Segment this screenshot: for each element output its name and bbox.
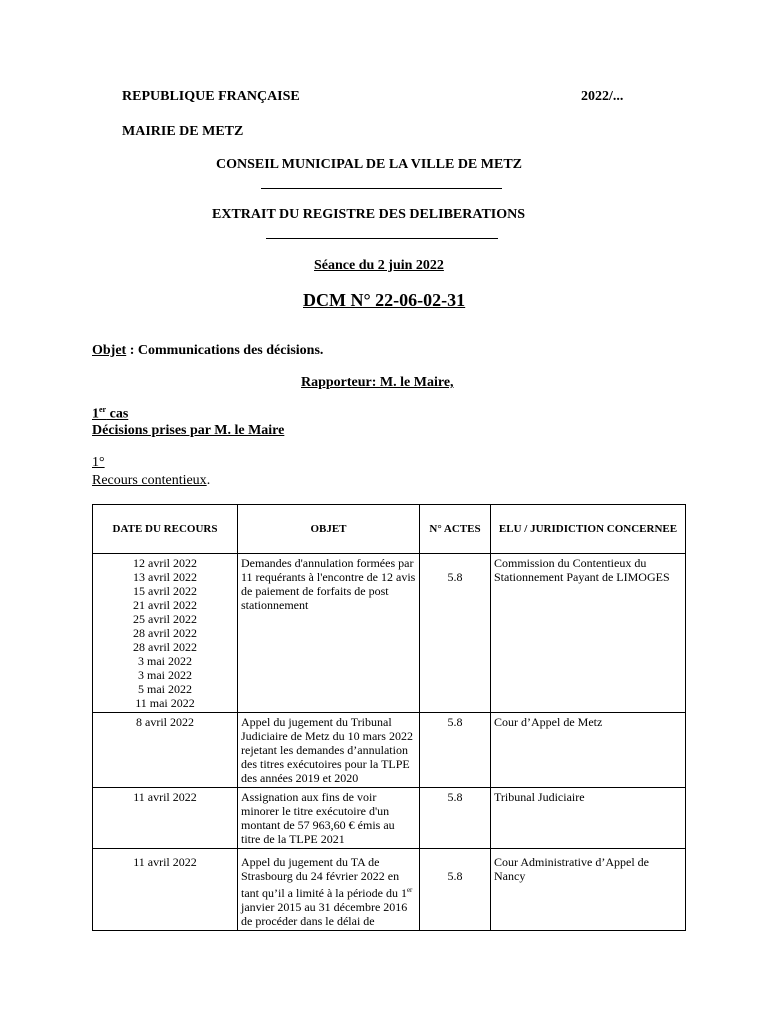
actes-cell: 5.8 [420,849,491,931]
divider [261,188,502,189]
juridiction-cell: Cour Administrative d’Appel de Nancy [491,849,686,931]
header-juridiction: ELU / JURIDICTION CONCERNEE [491,505,686,554]
reference-number: 2022/... [581,89,624,104]
table-row [93,849,686,931]
table-row [93,554,686,713]
date-cell: 11 avril 2022 [93,849,238,931]
juridiction-cell: Commission du Contentieux du Stationnement Payant de LIMOGES [491,554,686,713]
actes-cell: 5.8 [420,788,491,849]
section-title: Recours contentieux. [92,473,211,488]
date-cell: 11 avril 2022 [93,788,238,849]
objet-text: : Communications des décisions. [126,343,324,358]
objet-cell: Appel du jugement du TA de Strasbourg du 24 février 2022 en tant qu’il a limité à la période du 1er janvier 2015 au 31 décembre 2016 de procéder dans le délai de [238,849,420,931]
objet-label: Objet [92,343,127,358]
objet-cell: Demandes d'annulation formées par 11 requérants à l'encontre de 12 avis de paiement de forfaits de post stationnement [238,554,420,713]
section-number: 1° [92,455,105,470]
divider [266,238,498,239]
cas-title: Décisions prises par M. le Maire [92,423,285,438]
juridiction-cell: Cour d’Appel de Metz [491,713,686,788]
actes-cell: 5.8 [420,554,491,713]
header-actes: N° ACTES [420,505,491,554]
table-row [93,788,686,849]
rapporteur: Rapporteur: M. le Maire, [301,375,454,390]
objet-cell: Assignation aux fins de voir minorer le titre exécutoire d'un montant de 57 963,60 € émis au titre de la TLPE 2021 [238,788,420,849]
dcm-number: DCM N° 22-06-02-31 [303,290,466,310]
table-header-row [93,505,686,554]
republique-heading: REPUBLIQUE FRANÇAISE [122,89,300,104]
mairie-heading: MAIRIE DE METZ [122,124,244,139]
recours-table [92,504,686,931]
table-row [93,713,686,788]
juridiction-cell: Tribunal Judiciaire [491,788,686,849]
objet-line [92,343,323,359]
seance-date: Séance du 2 juin 2022 [314,258,444,273]
header-date: DATE DU RECOURS [93,505,238,554]
extrait-heading: EXTRAIT DU REGISTRE DES DELIBERATIONS [212,207,526,222]
cas-number: 1er cas [92,405,129,422]
actes-cell: 5.8 [420,713,491,788]
date-cell: 12 avril 2022 13 avril 2022 15 avril 2022 21 avril 2022 25 avril 2022 28 avril 2022 28 avril 2022 3 mai 2022 3 mai 2022 5 mai 2022 11 mai 2022 [93,554,238,713]
header-objet: OBJET [238,505,420,554]
objet-cell: Appel du jugement du Tribunal Judiciaire de Metz du 10 mars 2022 rejetant les demandes d’annulation des titres exécutoires pour la TLPE des années 2019 et 2020 [238,713,420,788]
conseil-heading: CONSEIL MUNICIPAL DE LA VILLE DE METZ [216,157,522,172]
date-cell: 8 avril 2022 [93,713,238,788]
